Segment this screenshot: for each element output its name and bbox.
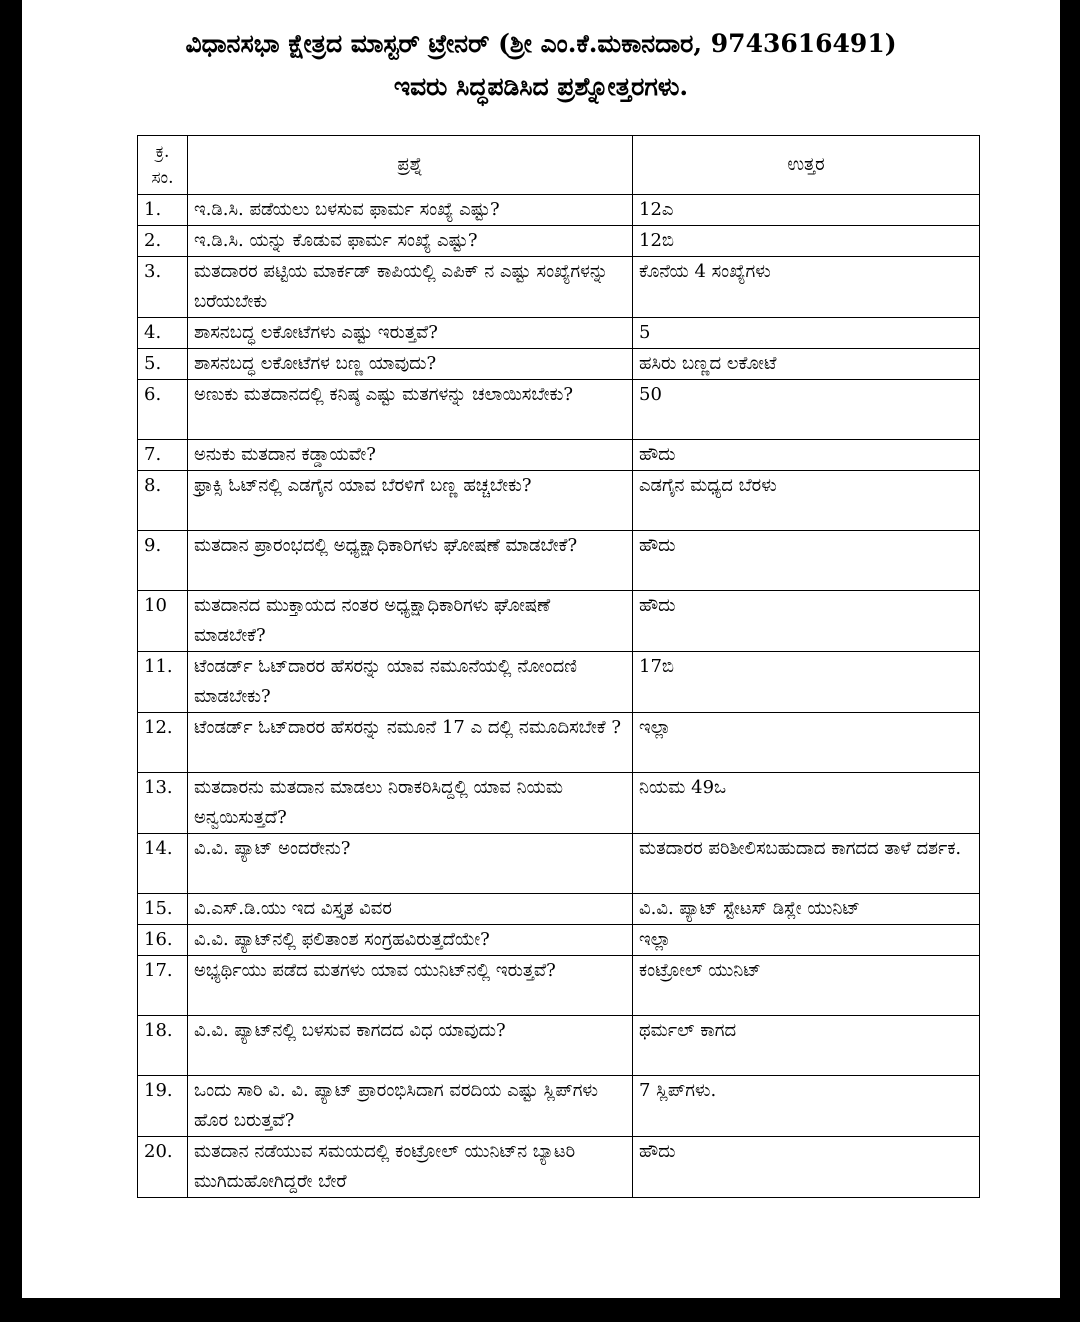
row-number: 5. [138,349,188,380]
row-number: 4. [138,318,188,349]
row-number: 7. [138,440,188,471]
row-answer: ಎಡಗೈನ ಮಧ್ಯದ ಬೆರಳು [633,471,980,531]
row-answer: ಮತದಾರರ ಪರಿಶೀಲಿಸಬಹುದಾದ ಕಾಗದದ ತಾಳೆ ದರ್ಶಕ. [633,834,980,894]
row-question: ಇ.ಡಿ.ಸಿ. ಯನ್ನು ಕೊಡುವ ಫಾರ್ಮ ಸಂಖ್ಯೆ ಎಷ್ಟು? [188,226,633,257]
row-question: ಮತದಾನ ನಡೆಯುವ ಸಮಯದಲ್ಲಿ ಕಂಟ್ರೋಲ್ ಯುನಿಟ್‌ನ ಬ್ಯಾಟರಿ ಮುಗಿದುಹೋಗಿದ್ದರೇ ಬೇರೆ [188,1137,633,1198]
table-row [138,349,980,380]
row-number: 14. [138,834,188,894]
table-row [138,440,980,471]
row-number: 8. [138,471,188,531]
row-number: 9. [138,531,188,591]
row-question: ಶಾಸನಬದ್ಧ ಲಕೋಟೆಗಳ ಬಣ್ಣ ಯಾವುದು? [188,349,633,380]
row-answer: ಥರ್ಮಲ್ ಕಾಗದ [633,1016,980,1076]
table-row [138,1137,980,1198]
qa-table [137,135,980,1198]
row-answer: ಹೌದು [633,440,980,471]
table-row [138,471,980,531]
table-row [138,773,980,834]
row-question: ಟೆಂಡರ್ಡ್ ಓಟ್‌ದಾರರ ಹೆಸರನ್ನು ನಮೂನೆ 17 ಎ ದಲ್ಲಿ ನಮೂದಿಸಬೇಕೆ ? [188,713,633,773]
row-number: 19. [138,1076,188,1137]
table-row [138,713,980,773]
table-row [138,925,980,956]
table-row [138,591,980,652]
row-question: ಮತದಾನ ಪ್ರಾರಂಭದಲ್ಲಿ ಅಧ್ಯಕ್ಷಾಧಿಕಾರಿಗಳು ಘೋಷಣೆ ಮಾಡಬೇಕೆ? [188,531,633,591]
row-question: ವಿ.ವಿ. ಪ್ಯಾಟ್‌ನಲ್ಲಿ ಬಳಸುವ ಕಾಗದದ ವಿಧ ಯಾವುದು? [188,1016,633,1076]
row-answer: ಇಲ್ಲಾ [633,925,980,956]
row-answer: 12ಎ [633,195,980,226]
row-answer: 7 ಸ್ಲಿಪ್‌ಗಳು. [633,1076,980,1137]
table-row [138,956,980,1016]
row-number: 15. [138,894,188,925]
row-question: ಮತದಾರನು ಮತದಾನ ಮಾಡಲು ನಿರಾಕರಿಸಿದ್ದಲ್ಲಿ ಯಾವ ನಿಯಮ ಅನ್ವಯಿಸುತ್ತದೆ? [188,773,633,834]
row-question: ವಿ.ವಿ. ಪ್ಯಾಟ್ ಅಂದರೇನು? [188,834,633,894]
table-row [138,1076,980,1137]
row-question: ವಿ.ವಿ. ಪ್ಯಾಟ್‌ನಲ್ಲಿ ಫಲಿತಾಂಶ ಸಂಗ್ರಹವಿರುತ್ತದೆಯೇ? [188,925,633,956]
table-row [138,318,980,349]
row-question: ವಿ.ಎಸ್.ಡಿ.ಯು ಇದ ವಿಸ್ತೃತ ವಿವರ [188,894,633,925]
row-answer: ವಿ.ವಿ. ಪ್ಯಾಟ್ ಸ್ಟೇಟಸ್ ಡಿಸ್ಲೇ ಯುನಿಟ್ [633,894,980,925]
row-answer: ಹೌದು [633,1137,980,1198]
row-question: ಮತದಾನದ ಮುಕ್ತಾಯದ ನಂತರ ಅಧ್ಯಕ್ಷಾಧಿಕಾರಿಗಳು ಘೋಷಣೆ ಮಾಡಬೇಕೆ? [188,591,633,652]
table-row [138,531,980,591]
row-number: 12. [138,713,188,773]
row-answer: ಕೊನೆಯ 4 ಸಂಖ್ಯೆಗಳು [633,257,980,318]
row-answer: 50 [633,380,980,440]
header-question: ಪ್ರಶ್ನೆ [188,136,633,195]
row-number: 16. [138,925,188,956]
row-question: ಟೆಂಡರ್ಡ್ ಓಟ್‌ದಾರರ ಹೆಸರನ್ನು ಯಾವ ನಮೂನೆಯಲ್ಲಿ ನೋಂದಣಿ ಮಾಡಬೇಕು? [188,652,633,713]
row-answer: ಹಸಿರು ಬಣ್ಣದ ಲಕೋಟೆ [633,349,980,380]
row-number: 13. [138,773,188,834]
row-question: ಮತದಾರರ ಪಟ್ಟಿಯ ಮಾರ್ಕಡ್ ಕಾಪಿಯಲ್ಲಿ ಎಪಿಕ್ ನ ಎಷ್ಟು ಸಂಖ್ಯೆಗಳನ್ನು ಬರೆಯಬೇಕು [188,257,633,318]
table-row [138,1016,980,1076]
row-answer: ಹೌದು [633,531,980,591]
row-answer: 12ಬಿ [633,226,980,257]
row-number: 17. [138,956,188,1016]
document-title: ವಿಧಾನಸಭಾ ಕ್ಷೇತ್ರದ ಮಾಸ್ಟರ್ ಟ್ರೇನರ್ (ಶ್ರೀ ಎಂ.ಕೆ.ಮಕಾನದಾರ, 9743616491) [185,29,897,58]
row-question: ಅಣುಕು ಮತದಾನದಲ್ಲಿ ಕನಿಷ್ಠ ಎಷ್ಟು ಮತಗಳನ್ನು ಚಲಾಯಿಸಬೇಕು? [188,380,633,440]
table-row [138,894,980,925]
row-question: ಒಂದು ಸಾರಿ ವಿ. ವಿ. ಪ್ಯಾಟ್ ಪ್ರಾರಂಭಿಸಿದಾಗ ವರದಿಯ ಎಷ್ಟು ಸ್ಲಿಪ್‌ಗಳು ಹೊರ ಬರುತ್ತವೆ? [188,1076,633,1137]
table-row [138,652,980,713]
table-header-row [138,136,980,195]
table-row [138,195,980,226]
document-subtitle: ಇವರು ಸಿದ್ಧಪಡಿಸಿದ ಪ್ರಶ್ನೋತ್ತರಗಳು. [393,72,689,101]
row-answer: 17ಬಿ [633,652,980,713]
row-number: 6. [138,380,188,440]
row-number: 1. [138,195,188,226]
document-page [22,0,1060,1298]
row-number: 20. [138,1137,188,1198]
header-answer: ಉತ್ತರ [633,136,980,195]
row-question: ಶಾಸನಬದ್ಧ ಲಕೋಟೆಗಳು ಎಷ್ಟು ಇರುತ್ತವೆ? [188,318,633,349]
table-row [138,834,980,894]
table-row [138,257,980,318]
row-answer: ಹೌದು [633,591,980,652]
row-answer: 5 [633,318,980,349]
row-number: 11. [138,652,188,713]
row-answer: ಕಂಟ್ರೋಲ್ ಯುನಿಟ್ [633,956,980,1016]
row-question: ಅನುಕು ಮತದಾನ ಕಡ್ಡಾಯವೇ? [188,440,633,471]
row-answer: ಇಲ್ಲಾ [633,713,980,773]
row-answer: ನಿಯಮ 49ಒ [633,773,980,834]
row-question: ಅಭ್ಯರ್ಥಿಯು ಪಡೆದ ಮತಗಳು ಯಾವ ಯುನಿಟ್‌ನಲ್ಲಿ ಇರುತ್ತವೆ? [188,956,633,1016]
row-number: 3. [138,257,188,318]
header-serial-number: ಕ್ರ. ಸಂ. [138,136,188,195]
row-number: 2. [138,226,188,257]
row-number: 18. [138,1016,188,1076]
table-row [138,226,980,257]
row-number: 10 [138,591,188,652]
table-row [138,380,980,440]
row-question: ಇ.ಡಿ.ಸಿ. ಪಡೆಯಲು ಬಳಸುವ ಫಾರ್ಮ ಸಂಖ್ಯೆ ಎಷ್ಟು? [188,195,633,226]
row-question: ಫ್ರಾಕ್ಸಿ ಓಟ್‌ನಲ್ಲಿ ಎಡಗೈನ ಯಾವ ಬೆರಳಿಗೆ ಬಣ್ಣ ಹಚ್ಚಬೇಕು? [188,471,633,531]
